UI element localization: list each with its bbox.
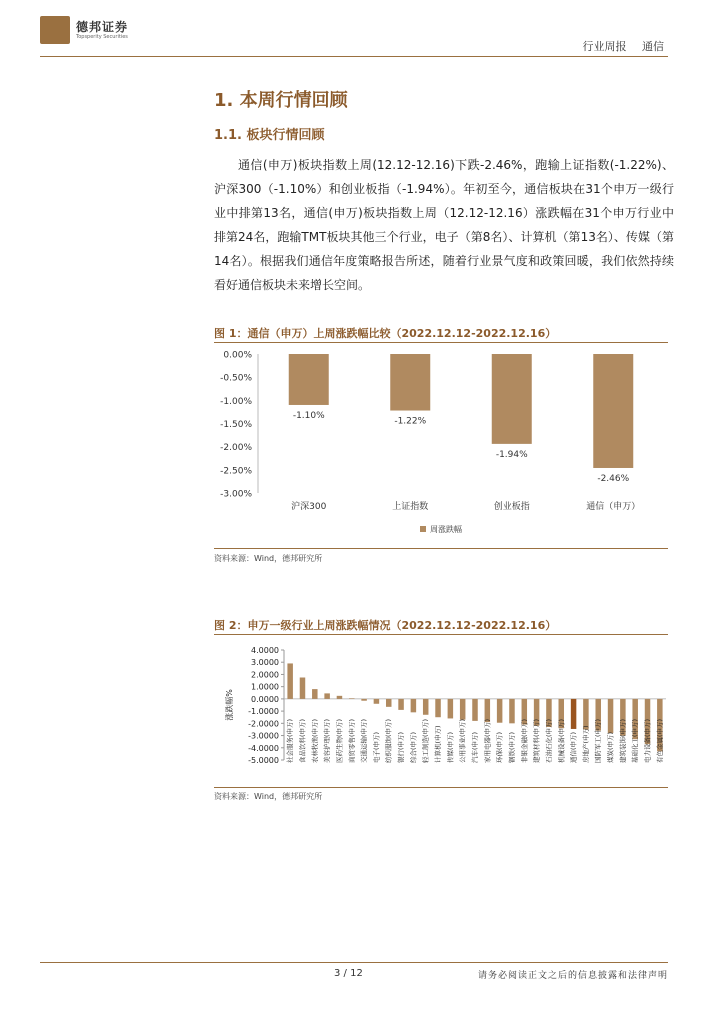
chart2-x-tick: 非银金融(申万): [520, 718, 529, 763]
chart2-bar: [497, 699, 503, 723]
chart2-bar: [337, 696, 343, 699]
figure2-source: 资料来源：Wind，德邦研究所: [214, 792, 323, 801]
chart1-x-tick: 沪深300: [291, 502, 327, 512]
chart2-bar: [472, 699, 478, 721]
chart2-bar: [460, 699, 466, 720]
chart1-data-label: -1.22%: [394, 416, 427, 427]
body-paragraph: 通信(申万)板块指数上周(12.12-12.16)下跌-2.46%，跑输上证指数(-1.22%)、沪深300（-1.10%）和创业板指（-1.94%）。年初至今，通信板块在31个申万一级行业中排第13名，通信(申万)板块指数上周（12.12-12.16）涨跌幅在31个申万行业中排第24名，跑输TMT板块其他三个行业，电子（第8名）、计算机（第13名）、传媒（第14名）。根据我们通信年度策略报告所述，随着行业景气度和政策回暖，我们依然持续看好通信板块未来增长空间。: [214, 158, 674, 292]
chart2-y-tick: 2.0000: [251, 670, 279, 680]
figure1-source: 资料来源：Wind，德邦研究所: [214, 554, 323, 563]
figure1-title: 图 1：通信（申万）上周涨跌幅比较（2022.12.12-2022.12.16）: [214, 327, 557, 340]
chart2-y-tick: -2.0000: [248, 719, 279, 729]
report-type: 行业周报: [582, 40, 627, 53]
chart2-y-tick: 3.0000: [251, 658, 279, 668]
chart2-y-tick: 4.0000: [251, 646, 279, 655]
chart2-x-tick: 美容护理(申万): [323, 718, 332, 763]
figure2-top-rule: [214, 634, 668, 635]
chart2-y-tick: -5.0000: [248, 756, 279, 765]
footer-divider: [40, 962, 668, 963]
chart1-bar: [593, 354, 633, 468]
chart2-bar: [386, 699, 392, 707]
chart2-x-tick: 汽车(申万): [471, 731, 479, 763]
chart2-bar: [398, 699, 404, 710]
chart2-x-tick: 社会服务(申万): [286, 718, 295, 763]
chart1: [214, 344, 668, 546]
chart2-x-tick: 煤炭(申万): [606, 731, 615, 763]
page-number: 3 / 12: [334, 968, 363, 979]
chart2-bar: [571, 699, 577, 729]
chart2-x-tick: 公用事业(申万): [458, 718, 467, 763]
chart2-x-tick: 环保(申万): [495, 731, 504, 763]
chart2-bar: [509, 699, 515, 723]
chart2-x-tick: 综合(申万): [409, 731, 418, 763]
chart1-data-label: -1.10%: [292, 410, 325, 421]
chart2-x-tick: 银行(申万): [397, 731, 406, 763]
chart2-bar: [349, 698, 355, 699]
chart1-bar: [289, 354, 329, 405]
figure1-top-rule: [214, 342, 668, 343]
section-title: 1. 本周行情回顾: [214, 90, 348, 111]
industry-name: 通信: [642, 40, 664, 53]
chart2-x-tick: 电力设备(申万): [643, 718, 652, 763]
chart2-x-tick: 有色金属(申万): [655, 718, 664, 763]
chart2-y-tick: 1.0000: [251, 682, 279, 692]
chart2-x-tick: 建筑装饰(申万): [618, 718, 627, 763]
chart2-y-tick: 0.0000: [251, 694, 279, 704]
chart2-x-tick: 纺织服饰(申万): [384, 718, 393, 763]
chart2-bar: [324, 693, 330, 699]
chart2-bar: [287, 663, 293, 698]
chart2-y-label: 涨跌幅%: [225, 689, 234, 721]
chart2-bar: [435, 699, 441, 717]
header-divider: [40, 56, 668, 57]
chart1-y-tick: 0.00%: [223, 350, 252, 361]
chart1-bar: [492, 354, 532, 444]
chart2: [214, 636, 668, 784]
chart1-y-tick: -1.00%: [220, 396, 252, 407]
chart2-x-tick: 机械设备(申万): [557, 718, 566, 763]
chart1-y-tick: -1.50%: [220, 420, 252, 430]
brand-name: 德邦证券: [76, 20, 129, 34]
chart2-bar: [583, 699, 589, 730]
chart2-y-tick: -4.0000: [248, 743, 279, 753]
chart2-x-tick: 电子(申万): [372, 731, 381, 763]
chart1-x-tick: 创业板指: [493, 502, 530, 512]
chart1-data-label: -2.46%: [597, 473, 630, 484]
logo-icon: [40, 16, 70, 44]
chart2-bar: [374, 699, 380, 704]
chart2-x-tick: 通信(申万): [569, 731, 578, 763]
chart2-x-tick: 食品饮料(申万): [298, 718, 307, 763]
chart2-bar: [411, 699, 417, 712]
chart1-y-tick: -2.50%: [220, 466, 252, 477]
chart2-bar: [423, 699, 429, 715]
chart2-bar: [312, 689, 318, 699]
chart1-bar: [390, 354, 430, 411]
chart2-bar: [608, 699, 614, 733]
figure2-bottom-rule: [214, 787, 668, 788]
disclaimer-note: 请务必阅读正文之后的信息披露和法律声明: [477, 971, 668, 981]
chart2-x-tick: 基础化工(申万): [631, 718, 640, 763]
chart2-x-tick: 石油石化(申万): [544, 718, 553, 763]
chart1-legend-swatch: [420, 526, 426, 532]
chart2-x-tick: 房地产(申万): [581, 725, 590, 763]
chart2-x-tick: 医药生物(申万): [335, 718, 344, 763]
figure1-bottom-rule: [214, 548, 668, 549]
chart1-x-tick: 通信（申万）: [586, 502, 641, 512]
chart2-x-tick: 钢铁(申万): [507, 731, 516, 763]
subsection-title: 1.1. 板块行情回顾: [214, 128, 325, 143]
chart2-x-tick: 传媒(申万): [446, 731, 455, 763]
brand-name-en: Topsperity Securities: [76, 34, 128, 40]
chart2-bar: [485, 699, 491, 722]
chart2-bar: [361, 699, 367, 701]
chart1-y-tick: -3.00%: [220, 489, 252, 500]
header-info: [571, 38, 665, 54]
chart2-bar: [300, 678, 306, 699]
chart2-x-tick: 建筑材料(申万): [532, 718, 541, 763]
chart1-x-tick: 上证指数: [392, 502, 429, 512]
chart2-x-tick: 国防军工(申万): [594, 718, 603, 763]
chart2-y-tick: -3.0000: [248, 731, 279, 741]
chart2-x-tick: 计算机(申万): [434, 725, 443, 763]
chart2-x-tick: 家用电器(申万): [483, 718, 492, 763]
chart2-x-tick: 农林牧渔(申万): [310, 718, 319, 763]
chart2-x-tick: 轻工制造(申万): [421, 718, 430, 763]
chart1-y-tick: -0.50%: [220, 373, 252, 384]
chart2-x-tick: 商贸零售(申万): [347, 718, 356, 763]
chart1-legend-label: 周涨跌幅: [430, 525, 462, 534]
chart2-x-tick: 交通运输(申万): [360, 718, 369, 763]
chart2-y-tick: -1.0000: [248, 707, 279, 717]
chart1-data-label: -1.94%: [495, 449, 528, 460]
figure2-title: 图 2：申万一级行业上周涨跌幅情况（2022.12.12-2022.12.16）: [214, 619, 557, 632]
chart1-y-tick: -2.00%: [220, 443, 252, 454]
chart2-bar: [448, 699, 454, 719]
